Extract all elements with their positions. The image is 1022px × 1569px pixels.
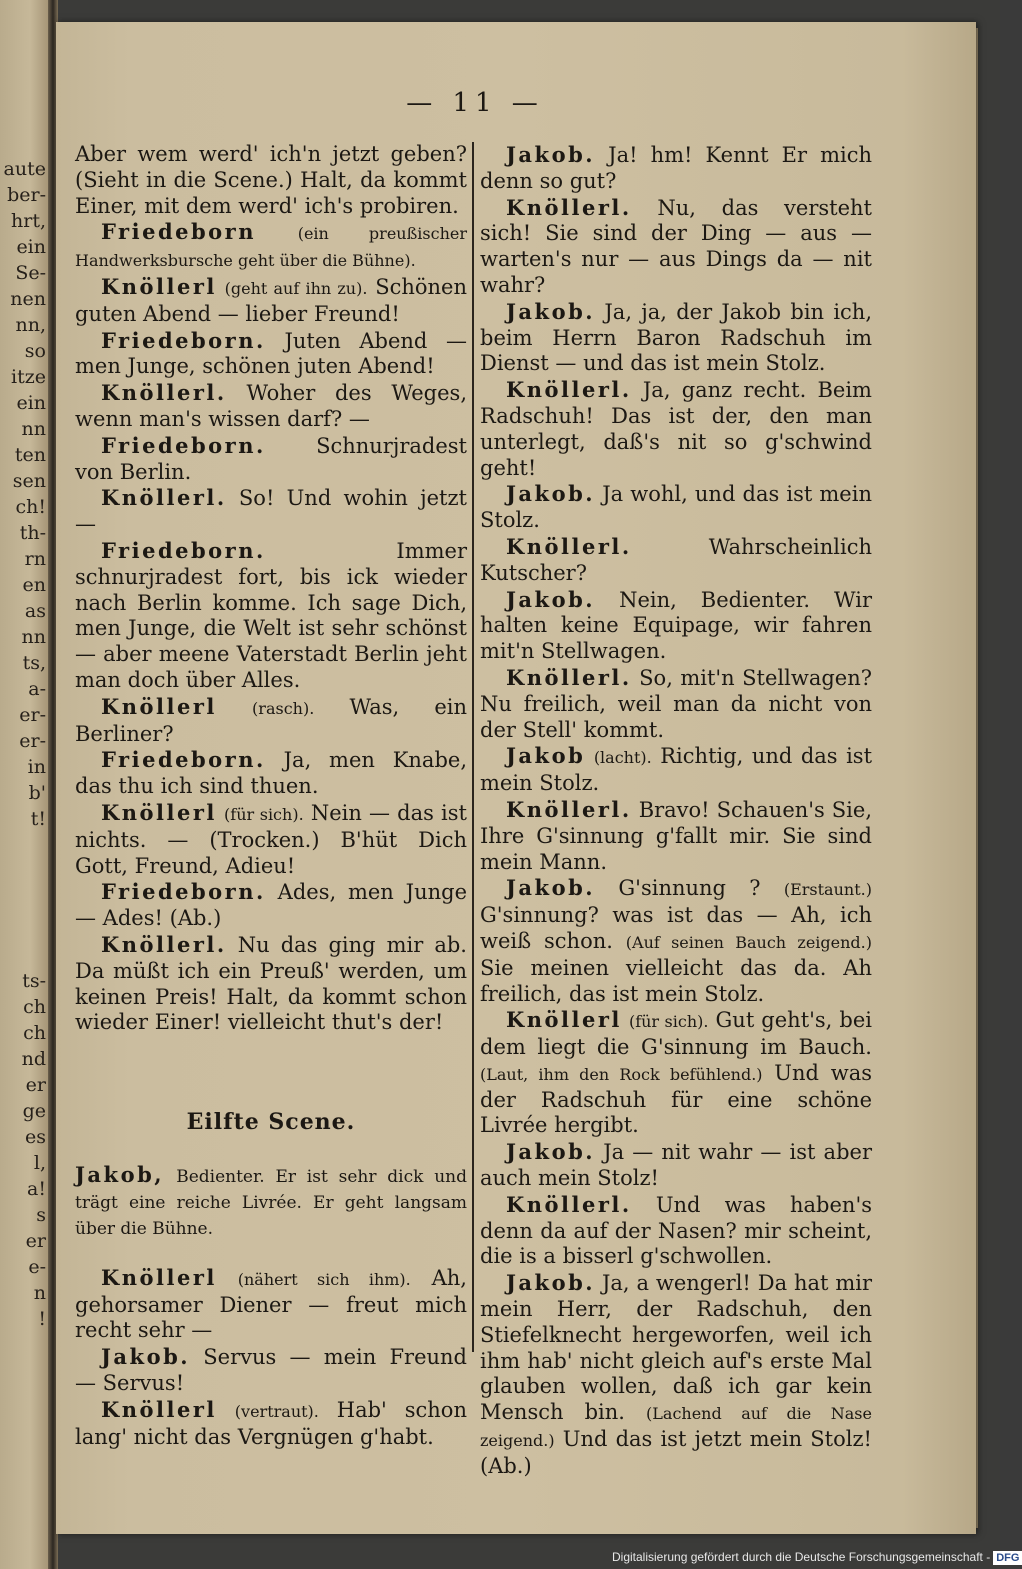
previous-page-fragment: hrt,: [11, 210, 46, 232]
paragraph: [75, 879, 467, 932]
dialogue-text: Ja, ja, der Jakob bin ich, beim Herrn Baron Radschuh im Dienst — und das ist mein Stolz.: [480, 299, 872, 376]
speaker-name: Knöllerl.: [101, 485, 227, 511]
dialogue-text: Nu das ging mir ab. Da müßt ich ein Preuß' werden, um keinen Preis! Halt, da kommt schon wieder Einer! vielleicht thut's der!: [75, 932, 467, 1035]
dialogue-text: Ades, men Junge — Ades! (Ab.): [75, 880, 467, 931]
paragraph: [480, 875, 872, 1007]
dialogue-text: Nein — das ist nichts. — (Trocken.) B'hüt Dich Gott, Freund, Adieu!: [75, 800, 467, 878]
previous-page-fragment: nn: [21, 418, 46, 440]
paragraph: Aber wem werd' ich'n jetzt geben? (Sieht in die Scene.) Halt, da kommt Einer, mit dem werd' ich's probiren.: [75, 142, 467, 218]
paragraph: [480, 1192, 872, 1270]
previous-page-fragment: ts,: [22, 652, 46, 674]
previous-page-fragment: nen: [10, 288, 46, 310]
paragraph: [480, 665, 872, 743]
previous-page-fragment: ch: [23, 1022, 46, 1044]
speaker-name: Knöllerl.: [101, 931, 227, 957]
previous-page-fragment: ge: [22, 1100, 46, 1122]
speaker-name: Jakob.: [506, 586, 596, 612]
dialogue-text: Wahrscheinlich Kutscher?: [480, 534, 872, 585]
paragraph: [75, 1265, 467, 1344]
previous-page-fragment: ber-: [7, 184, 46, 206]
paragraph: [480, 299, 872, 377]
paragraph: [480, 587, 872, 665]
speaker-name: Knöllerl: [101, 693, 217, 719]
speaker-name: Friedeborn.: [101, 327, 266, 353]
stage-direction: (lacht).: [593, 748, 652, 768]
spacer: [75, 1241, 467, 1265]
dialogue-text: Sie meinen vielleicht das da. Ah freilich, das ist mein Stolz.: [480, 955, 872, 1006]
previous-page-fragment: ein: [16, 392, 46, 414]
paragraph: [75, 694, 467, 748]
paragraph: [480, 534, 872, 587]
stage-direction: (rasch).: [252, 698, 315, 718]
previous-page-fragment: ch: [23, 996, 46, 1018]
previous-page-fragment: ten: [14, 444, 46, 466]
paragraph: [75, 274, 467, 328]
previous-page-fragment: b': [28, 782, 46, 804]
dialogue-text: Woher des Weges, wenn man's wissen darf? —: [75, 381, 467, 431]
speaker-name: Knöllerl: [101, 1264, 217, 1290]
speaker-name: Knöllerl.: [506, 1191, 632, 1217]
stage-direction: (Laut, ihm den Rock befühlend.): [480, 1064, 763, 1084]
previous-page-fragment: en: [22, 574, 46, 596]
previous-page-fragment: n: [33, 1282, 46, 1304]
dialogue-text: Schnurjradest von Berlin.: [75, 433, 467, 484]
dialogue-text: Immer schnurjradest fort, bis ick wieder nach Berlin komme. Ich sage Dich, men Junge, die Welt ist sehr schönst — aber meene Vaterstadt Berlin jeht man doch über Alles.: [75, 538, 467, 692]
dialogue-text: G'sinnung? was ist das — Ah, ich weiß schon.: [480, 903, 872, 953]
previous-page-fragment: ein: [16, 236, 46, 258]
dialogue-text: Nein, Bedienter. Wir halten keine Equipage, wir fahren mit'n Stellwagen.: [480, 587, 872, 664]
dialogue-text: Ja — nit wahr — ist aber auch mein Stolz!: [480, 1140, 872, 1191]
paragraph: [480, 481, 872, 534]
cast-list: [75, 1162, 467, 1241]
previous-page-fragment: er: [25, 1230, 46, 1252]
paragraph: [75, 1344, 467, 1397]
paragraph: [480, 797, 872, 875]
dialogue-text: Was, ein Berliner?: [75, 694, 467, 746]
previous-page-fragment: er-: [19, 730, 46, 752]
speaker-name: Friedeborn: [101, 219, 257, 245]
left-column: [75, 142, 467, 1450]
previous-page-fragment: er: [25, 1074, 46, 1096]
previous-page-fragment: nn,: [15, 314, 46, 336]
speaker-name: Jakob,: [75, 1161, 165, 1187]
stage-direction: (geht auf ihn zu).: [224, 278, 368, 298]
previous-page-fragment: t!: [30, 808, 46, 830]
speaker-name: Knöllerl: [101, 273, 217, 299]
dialogue-text: Ja, a wengerl! Da hat mir mein Herr, der Radschuh, den Stiefelknecht hergeworfen, weil ich ihm hab' nicht gleich auf's erste Mal glauben wollen, daß ich gar kein Mensch bin.: [480, 1271, 872, 1425]
speaker-name: Jakob: [506, 743, 586, 769]
speaker-name: Knöllerl.: [506, 533, 632, 559]
stage-direction: (für sich).: [224, 804, 304, 824]
speaker-name: Knöllerl: [101, 799, 217, 825]
previous-page-fragment: a!: [27, 1178, 46, 1200]
speaker-name: Jakob.: [101, 1344, 191, 1370]
previous-page-fragment: es: [25, 1126, 46, 1148]
page-number: — 11 —: [406, 88, 544, 118]
speaker-name: Knöllerl.: [101, 380, 227, 406]
speaker-name: Friedeborn.: [101, 537, 266, 563]
paragraph: [75, 380, 467, 433]
previous-page-fragment: nd: [21, 1048, 46, 1070]
dialogue-text: Ja! hm! Kennt Er mich denn so gut?: [480, 143, 872, 193]
dfg-logo: DFG: [993, 1551, 1022, 1565]
speaker-name: Knöllerl.: [506, 796, 632, 822]
previous-page-fragment: aute: [3, 158, 46, 180]
dialogue-text: Juten Abend — men Junge, schönen juten Abend!: [75, 328, 467, 379]
paragraph: [75, 538, 467, 694]
paragraph: [480, 377, 872, 481]
previous-page-edge: [0, 0, 50, 1569]
speaker-name: Knöllerl.: [506, 194, 632, 220]
paragraph: [75, 433, 467, 486]
speaker-name: Jakob.: [506, 298, 596, 324]
previous-page-fragment: a-: [28, 678, 46, 700]
dialogue-text: Und was der Radschuh für eine schöne Livrée hergibt.: [480, 1060, 872, 1138]
speaker-name: Knöllerl.: [506, 377, 632, 403]
speaker-name: Jakob.: [506, 1139, 596, 1165]
previous-page-fragment: itze: [11, 366, 46, 388]
stage-direction: (Erstaunt.): [783, 880, 872, 900]
previous-page-fragment: th-: [19, 522, 46, 544]
paragraph: [480, 1007, 872, 1139]
paragraph: [480, 195, 872, 299]
previous-page-fragment: rn: [24, 548, 46, 570]
stage-direction: (nähert sich ihm).: [237, 1269, 411, 1289]
dialogue-text: Bravo! Schauen's Sie, Ihre G'sinnung g'fallt mir. Sie sind mein Mann.: [480, 797, 872, 874]
speaker-name: Friedeborn.: [101, 879, 266, 905]
stage-direction: (Lachend auf die Nase zeigend.): [480, 1404, 872, 1451]
dialogue-text: Nu, das versteht sich! Sie sind der Ding — aus — warten's nur — aus Dings da — nit wahr?: [480, 195, 872, 297]
speaker-name: Knöllerl: [506, 1007, 622, 1033]
speaker-name: Jakob.: [506, 1270, 596, 1296]
stage-direction: (für sich).: [628, 1012, 709, 1032]
speaker-name: Jakob.: [506, 875, 596, 901]
dialogue-text: Ah, gehorsamer Diener — freut mich recht sehr —: [75, 1265, 467, 1343]
dialogue-text: Gut geht's, bei dem liegt die G'sinnung im Bauch.: [480, 1008, 872, 1060]
dialogue-text: Ja, ganz recht. Beim Radschuh! Das ist der, den man unterlegt, daß's nit so g'schwind geht!: [480, 378, 872, 480]
stage-direction: (vertraut).: [234, 1401, 319, 1421]
previous-page-fragment: sen: [12, 470, 46, 492]
column-divider: [472, 142, 474, 1352]
previous-page-fragment: !: [38, 1308, 46, 1330]
paragraph: [480, 142, 872, 195]
paragraph: [75, 800, 467, 879]
stage-direction: (Auf seinen Bauch zeigend.): [625, 932, 872, 952]
speaker-name: Knöllerl.: [506, 664, 632, 690]
speaker-name: Friedeborn.: [101, 747, 266, 773]
paragraph: [480, 1270, 872, 1479]
previous-page-fragment: nn: [21, 626, 46, 648]
right-column: [480, 142, 872, 1480]
dialogue-text: Hab' schon lang' nicht das Vergnügen g'habt.: [75, 1397, 467, 1449]
stage-direction: (ein preußischer Handwerksbursche geht über die Bühne).: [75, 224, 467, 271]
scene-heading: Eilfte Scene.: [186, 1109, 356, 1136]
digitization-credit: [612, 1548, 1020, 1566]
paragraph: [75, 747, 467, 800]
dialogue-text: So! Und wohin jetzt —: [75, 486, 467, 537]
paragraph: [75, 1397, 467, 1451]
previous-page-fragment: as: [24, 600, 46, 622]
dialogue-text: G'sinnung ?: [618, 876, 761, 901]
dialogue-text: So, mit'n Stellwagen? Nu freilich, weil man da nicht von der Stell' kommt.: [480, 665, 872, 742]
previous-page-fragment: in: [27, 756, 46, 778]
dialogue-text: Ja, men Knabe, das thu ich sind thuen.: [75, 748, 467, 799]
paragraph: [75, 219, 467, 274]
paragraph: [75, 485, 467, 538]
previous-page-fragment: l,: [33, 1152, 46, 1174]
dialogue-text: Servus — mein Freund — Servus!: [75, 1345, 467, 1396]
dialogue-text: Schönen guten Abend — lieber Freund!: [75, 274, 467, 326]
credit-text: Digitalisierung gefördert durch die Deutsche Forschungsgemeinschaft -: [612, 1550, 991, 1564]
paragraph: [480, 1139, 872, 1192]
paragraph: [75, 328, 467, 381]
speaker-name: Friedeborn.: [101, 432, 266, 458]
previous-page-fragment: ts-: [22, 970, 46, 992]
previous-page-fragment: Se-: [15, 262, 46, 284]
previous-page-fragment: ch!: [15, 496, 46, 518]
previous-page-fragment: so: [24, 340, 46, 362]
paragraph: [75, 932, 467, 1036]
speaker-name: Jakob.: [506, 142, 596, 167]
dialogue-text: Und das ist jetzt mein Stolz! (Ab.): [480, 1427, 872, 1478]
paragraph: [480, 743, 872, 797]
previous-page-fragment: er-: [19, 704, 46, 726]
dialogue-text: Ja wohl, und das ist mein Stolz.: [480, 482, 872, 533]
previous-page-fragment: s: [36, 1204, 46, 1226]
previous-page-fragment: e-: [28, 1256, 46, 1278]
dialogue-text: Und was haben's denn da auf der Nasen? mir scheint, die is a bisserl g'schwollen.: [480, 1192, 872, 1269]
dialogue-text: Richtig, und das ist mein Stolz.: [480, 744, 873, 796]
stage-direction: Bedienter. Er ist sehr dick und trägt eine reiche Livrée. Er geht langsam über die Bühne.: [75, 1166, 467, 1239]
speaker-name: Jakob.: [506, 481, 596, 507]
speaker-name: Knöllerl: [101, 1396, 217, 1422]
